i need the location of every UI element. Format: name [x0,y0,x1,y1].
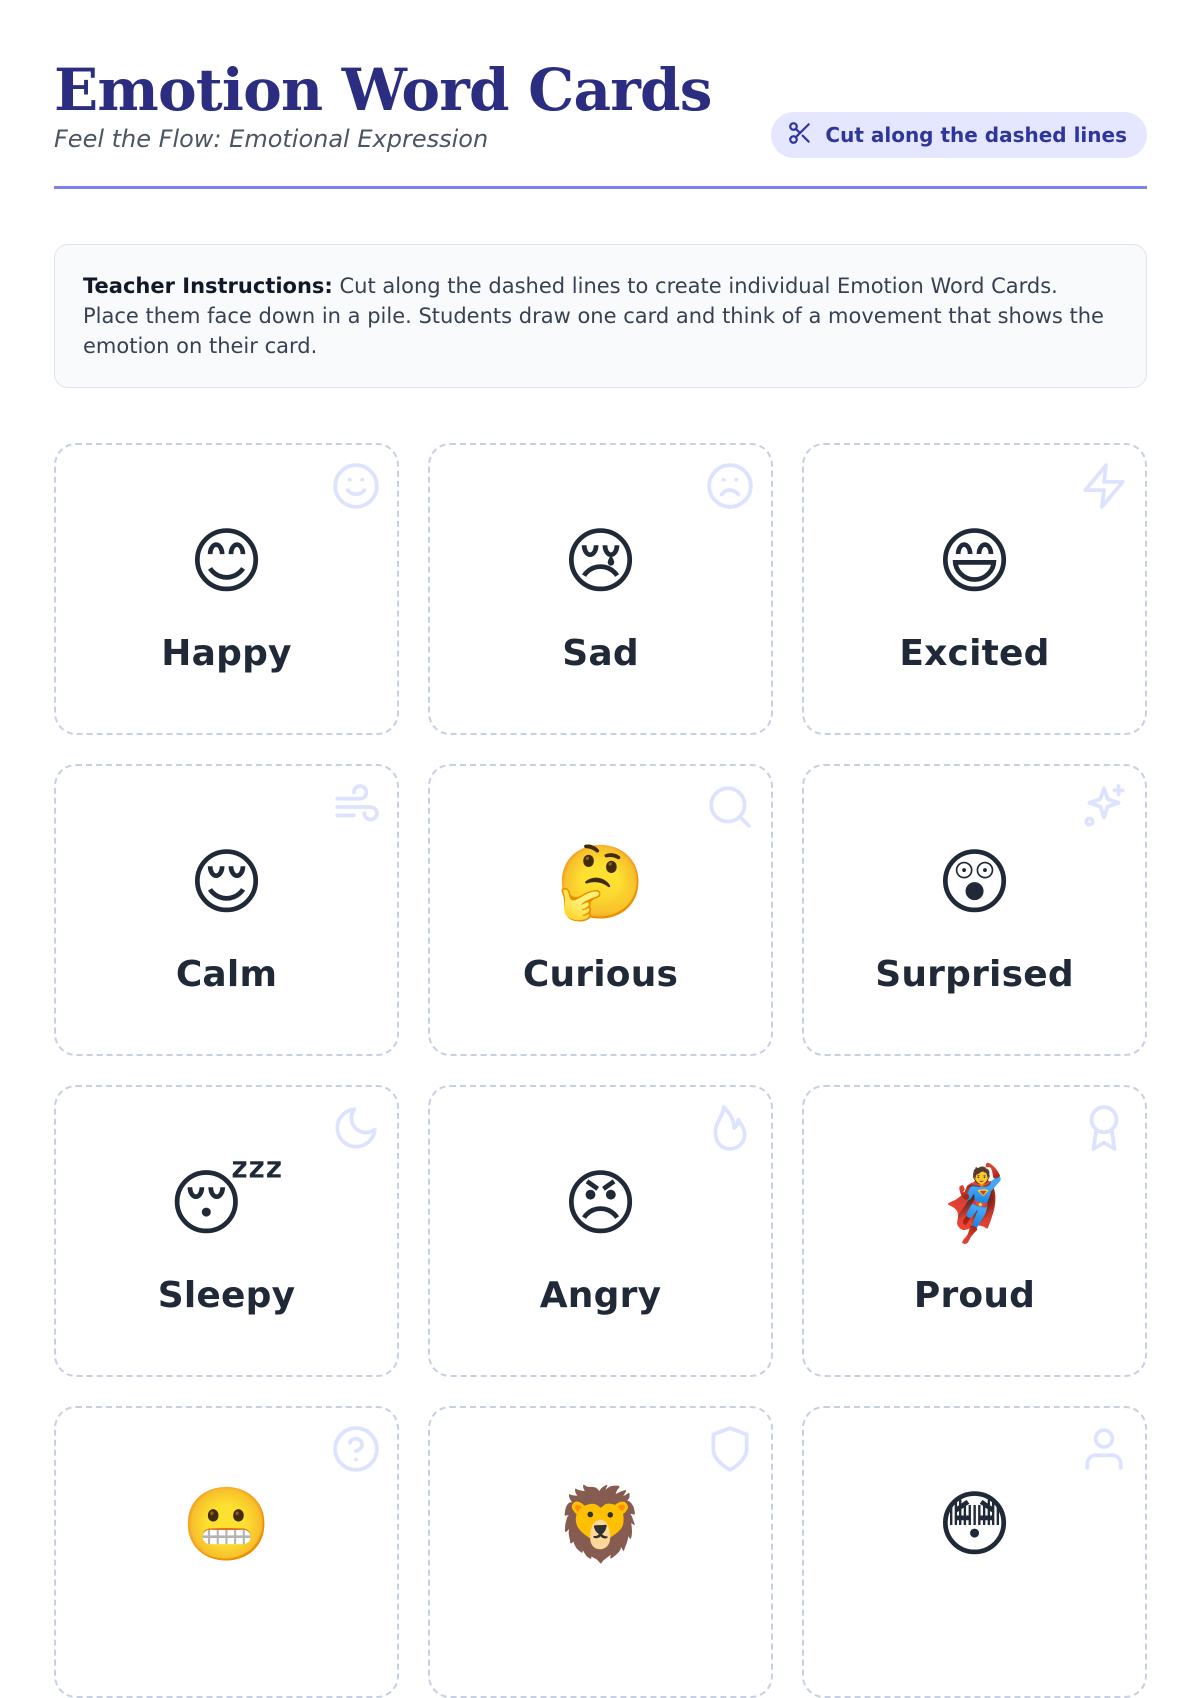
emotion-word: Excited [899,633,1050,674]
emotion-word: Calm [175,954,278,995]
frown-icon [705,461,755,511]
page-title: Emotion Word Cards [54,56,712,124]
flame-icon [705,1103,755,1153]
emotion-card-surprised [802,764,1147,1056]
emotion-card-calm [54,764,399,1056]
emotion-card-grid [54,443,1147,1698]
emotion-card-flushed [802,1406,1147,1698]
emotion-word: Angry [539,1275,662,1316]
user-icon [1079,1424,1129,1474]
wind-icon [331,782,381,832]
emotion-card-excited [802,443,1147,735]
emotion-emoji: 😠 [562,1161,639,1245]
emotion-emoji: 🦸 [929,1161,1020,1245]
emotion-card-curious [428,764,773,1056]
emotion-emoji: 😬 [181,1482,272,1566]
scissors-icon [787,120,813,151]
cut-badge-label: Cut along the dashed lines [825,123,1127,147]
emotion-emoji: 😌 [188,840,265,924]
search-icon [705,782,755,832]
emotion-word: Curious [522,954,679,995]
shield-icon [705,1424,755,1474]
emotion-emoji: 🦁 [555,1482,646,1566]
instructions-label: Teacher Instructions: [83,274,333,298]
question-circle-icon [331,1424,381,1474]
lightning-icon [1079,461,1129,511]
emotion-card-angry [428,1085,773,1377]
emotion-emoji: 😲 [936,840,1013,924]
emotion-card-lion [428,1406,773,1698]
page-subtitle: Feel the Flow: Emotional Expression [54,125,489,153]
emotion-card-grimacing [54,1406,399,1698]
emotion-emoji: 😊 [188,519,265,603]
emotion-card-sleepy [54,1085,399,1377]
emotion-card-proud [802,1085,1147,1377]
emotion-word: Surprised [875,954,1074,995]
sparkles-icon [1079,782,1129,832]
smile-icon [331,461,381,511]
emotion-emoji: 😄 [936,519,1013,603]
instructions-text: Cut along the dashed lines to create individual Emotion Word Cards. Place them face down in a pile. Students draw one card and think of a movement that shows the emotion on their card. [83,274,1104,358]
moon-icon [331,1103,381,1153]
emotion-card-sad [428,443,773,735]
header-divider [54,186,1147,189]
emotion-emoji: 😳 [936,1482,1013,1566]
award-icon [1079,1103,1129,1153]
emotion-word-cards-page [54,0,1147,1600]
cut-instruction-badge [771,112,1147,158]
emotion-word: Proud [913,1275,1036,1316]
emotion-word: Sleepy [157,1275,296,1316]
emotion-emoji: 🤔 [555,840,646,924]
teacher-instructions [54,244,1147,388]
emotion-word: Sad [562,633,639,674]
emotion-emoji: 😴 [168,1161,285,1245]
worksheet-header [54,52,1147,192]
emotion-emoji: 😢 [562,519,639,603]
emotion-card-happy [54,443,399,735]
emotion-word: Happy [161,633,292,674]
